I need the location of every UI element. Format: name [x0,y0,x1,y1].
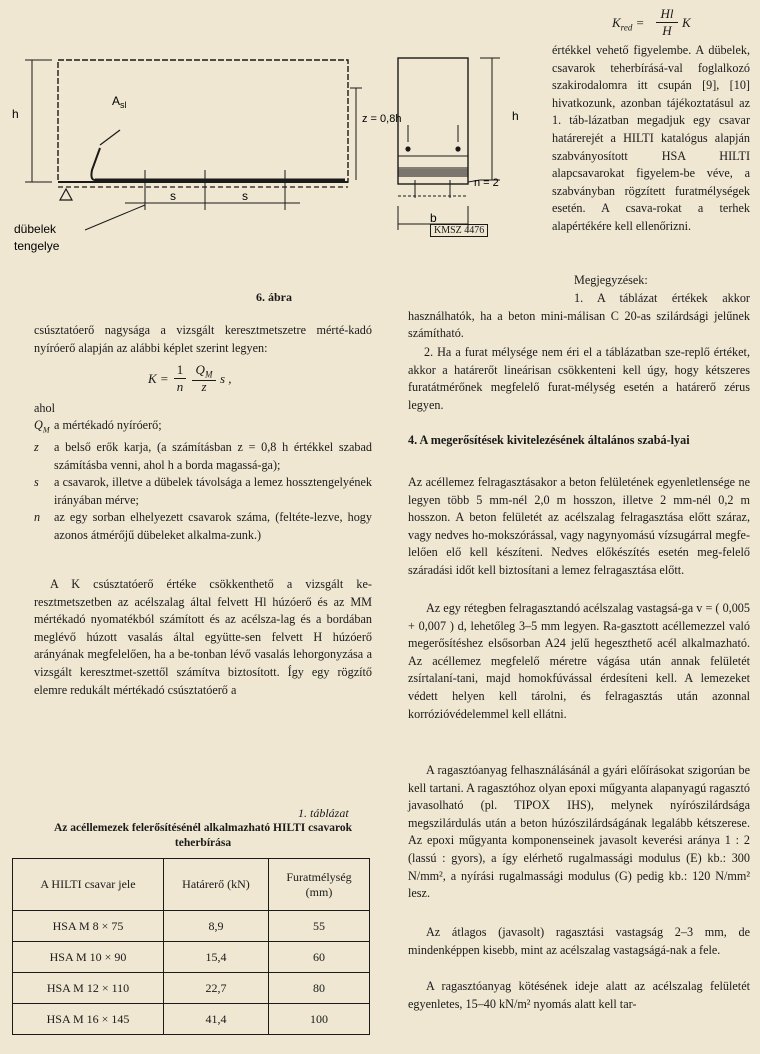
th-furatmelyseg: Furatmélység (mm) [269,859,370,911]
right-para-5: Az átlagos (javasolt) ragasztási vastagság 2–3 mm, de mindenképpen kisebb, mint az acélszalag vastagságá-nak a fele. [408,925,750,957]
cell-furat: 60 [269,942,370,973]
table-row [13,911,370,942]
label-dubelek: dübelek [14,222,57,236]
ahol-label: ahol [34,401,55,415]
def-n-sym: n [34,510,41,525]
frac1-num: 1 [174,362,186,379]
label-tengelye: tengelye [14,239,60,253]
th-jele: A HILTI csavar jele [13,859,164,911]
label-h-right: h [512,109,519,123]
definition-list [34,417,372,545]
label-asl: $A_{sl}$ [112,94,127,110]
def-z-sym: z [34,440,39,455]
cell-jele: HSA M 12 × 110 [13,973,164,1004]
table-row [13,973,370,1004]
right-para-2: Az acéllemez felragasztásakor a beton felületének egyenletlensége ne legyen több 5 mm-nél 2,0 m hosszon, illetve 2 mm-nél 0,2 m hosszon. A beton felületét az acélszalag felragasztása előtt száraz, vagy nedves ho-mokszórással, vagy nagynyomású vízsugárral megfe-lelően elő kell készíteni. Nedves előkészítés esetén meg-felelő száradási időt kell biztosítani a lemez felragasztása előtt. [408,475,750,577]
figure-6 [0,30,540,300]
def-qm: $Q_M$ a mértékadó nyíróerő; [34,417,372,439]
def-s-sym: s [34,475,39,490]
label-h-left: h [12,107,19,121]
note-1: 1. A táblázat értékek akkor használhatók, ha a beton mini-málisan C 20-as szilárdsági jelűnek számítható. [408,291,750,341]
cell-jele: HSA M 10 × 90 [13,942,164,973]
hilti-table [12,858,370,1035]
cell-hatarero: 8,9 [164,911,269,942]
table-title: Az acéllemezek felerősítésénél alkalmazható HILTI csavarok teherbírása [54,822,352,849]
cell-furat: 100 [269,1004,370,1035]
table-row [13,942,370,973]
formula-den: H [662,23,672,38]
formula-lhs-sub: red [620,22,633,33]
cell-hatarero: 41,4 [164,1004,269,1035]
left-para-2: A K csúsztatóerő értéke csökkenthető a vizsgált ke-resztmetszetben az acélszalag által felvett Hl húzóerő és az MM mértékadó nyomatékból számított és az acélsza-lag és a bordában meglévő húzott vasalás által együtte-sen felvett H húzóerő arányának megfelelően, ha a be-tonban lévő vasalás lehorgonyzása a vizsgált keresztmet-szettől számítva biztosított. Így egy rögzítő elemre redukált mértékadó csúsztatóerő a [34,577,372,697]
frac2-num-sub: M [204,369,213,380]
label-b: b [430,211,437,225]
section-heading: 4. A megerősítések kivitelezésének általános szabá-lyai [408,433,690,447]
formula-lhs: K [612,15,621,30]
note-2: 2. Ha a furat mélysége nem éri el a táblázatban sze-replő értéket, akkor a határerőt lineárisan csökkenteni kell úgy, hogy kétszeres furatátmérőnek megfelelő furat-mélység esetén a határerő zérus legyen. [408,345,750,412]
def-z [34,439,372,474]
cell-jele: HSA M 16 × 145 [13,1004,164,1035]
def-n-text: az egy sorban elhelyezett csavarok száma, (feltéte-lezve, hogy azonos átmérőjű dübeleket alkalma-zunk.) [54,510,372,542]
label-n: n = 2 [474,177,499,189]
left-para-1: csúsztatóerő nagysága a vizsgált keresztmetszetre mérté-kadó nyíróerő alapján az alábbi képlet szerint legyen: [34,323,372,355]
def-qm-text: a mértékadó nyíróerő; [54,418,162,432]
cell-hatarero: 22,7 [164,973,269,1004]
table-header-row [13,859,370,911]
formula-kred: $K_{red}$ = Hl H K [612,6,691,38]
label-s2: s [242,189,248,203]
formula-num: Hl [656,6,678,23]
right-para-3: Az egy rétegben felragasztandó acélszalag vastagsá-ga v = ( 0,005 + 0,007 ) d, lehetőleg 3–5 mm legyen. Ra-gasztott acéllemezzel való megerősítéshez elsősorban A24 jelű hegeszthető acél alkalmazható. Az acéllemez megfelelő méretre vágása után annak felületét zsírtalaní-tani, majd homokfúvással érdesíteni kell. A lemezeket védett helyen kell tárolni, és felragasztás után azonnal korrózióvédelemmel kell ellátni. [408,601,750,721]
formula-k-lhs: K = [148,371,169,386]
frac2-num: Q [195,362,205,377]
right-para-4: A ragasztóanyag felhasználásánál a gyári előírásokat szigorúan be kell tartani. A ragasztóhoz olyan epoxi műgyanta alapanyagú ragasztó javasolható (pl. TIPOX IHS), melynek nyírószilárdsága megszilárdulás után a beton húzószilárdságának legalább kétszerese. Az epoxi műgyanta komponenseinek javasolt keverési aránya 1 : 2 (lassú : gyors), a így elérhető rugalmassági modulus (E) kb.: 300 N/mm², a nyírási rugalmassági modulus (G) pedig kb.: 120 N/mm² lesz. [408,763,750,901]
right-para-6: A ragasztóanyag kötésének ideje alatt az acélszalag felületét egyenletes, 15–40 kN/m² nyomás alatt kell tar- [408,979,750,1011]
beam-drawing [0,30,540,290]
cell-furat: 55 [269,911,370,942]
table-row [13,1004,370,1035]
formula-k [148,362,258,396]
def-s-text: a csavarok, illetve a dübelek távolsága a lemez hossztengelyének irányában mérve; [54,475,372,507]
cell-furat: 80 [269,973,370,1004]
cell-jele: HSA M 8 × 75 [13,911,164,942]
th-hatarero: Határerő (kN) [164,859,269,911]
kmsz-stamp: KMSZ 4476 [430,224,488,237]
right-para-1: értékkel vehető figyelembe. A dübelek, csavarok teherbírásá-val foglalkozó szakirodalomra itt csupán [9], [10] hivatkozunk, azonban tájékoztatásul az 1. táb-lázatban megadjuk egy csavar határerejét a HILTI katalógus alapján szabványosított HSA HILTI alapcsavarokat figyelem-be véve, a szabványban rögzített furatmélységek esetén. A csava-rokat a terhek alapértékére kell ellenőrizni. [552,43,750,233]
def-n [34,509,372,544]
frac1-den: n [176,379,184,394]
frac2-den: z [201,379,207,394]
def-z-text: a belső erők karja, (a számításban z = 0,8 h értékkel szabad számításba venni, ahol h a borda magassá-ga); [54,440,372,472]
megjegyzesek: Megjegyzések: [574,273,648,287]
formula-k-tail: s , [220,371,232,386]
label-s1: s [170,189,176,203]
def-s [34,474,372,509]
cell-hatarero: 15,4 [164,942,269,973]
figure-caption: 6. ábra [256,290,292,304]
table-label: 1. táblázat [298,806,349,820]
label-z: z = 0,8h [362,113,402,125]
formula-mult: K [682,15,691,30]
